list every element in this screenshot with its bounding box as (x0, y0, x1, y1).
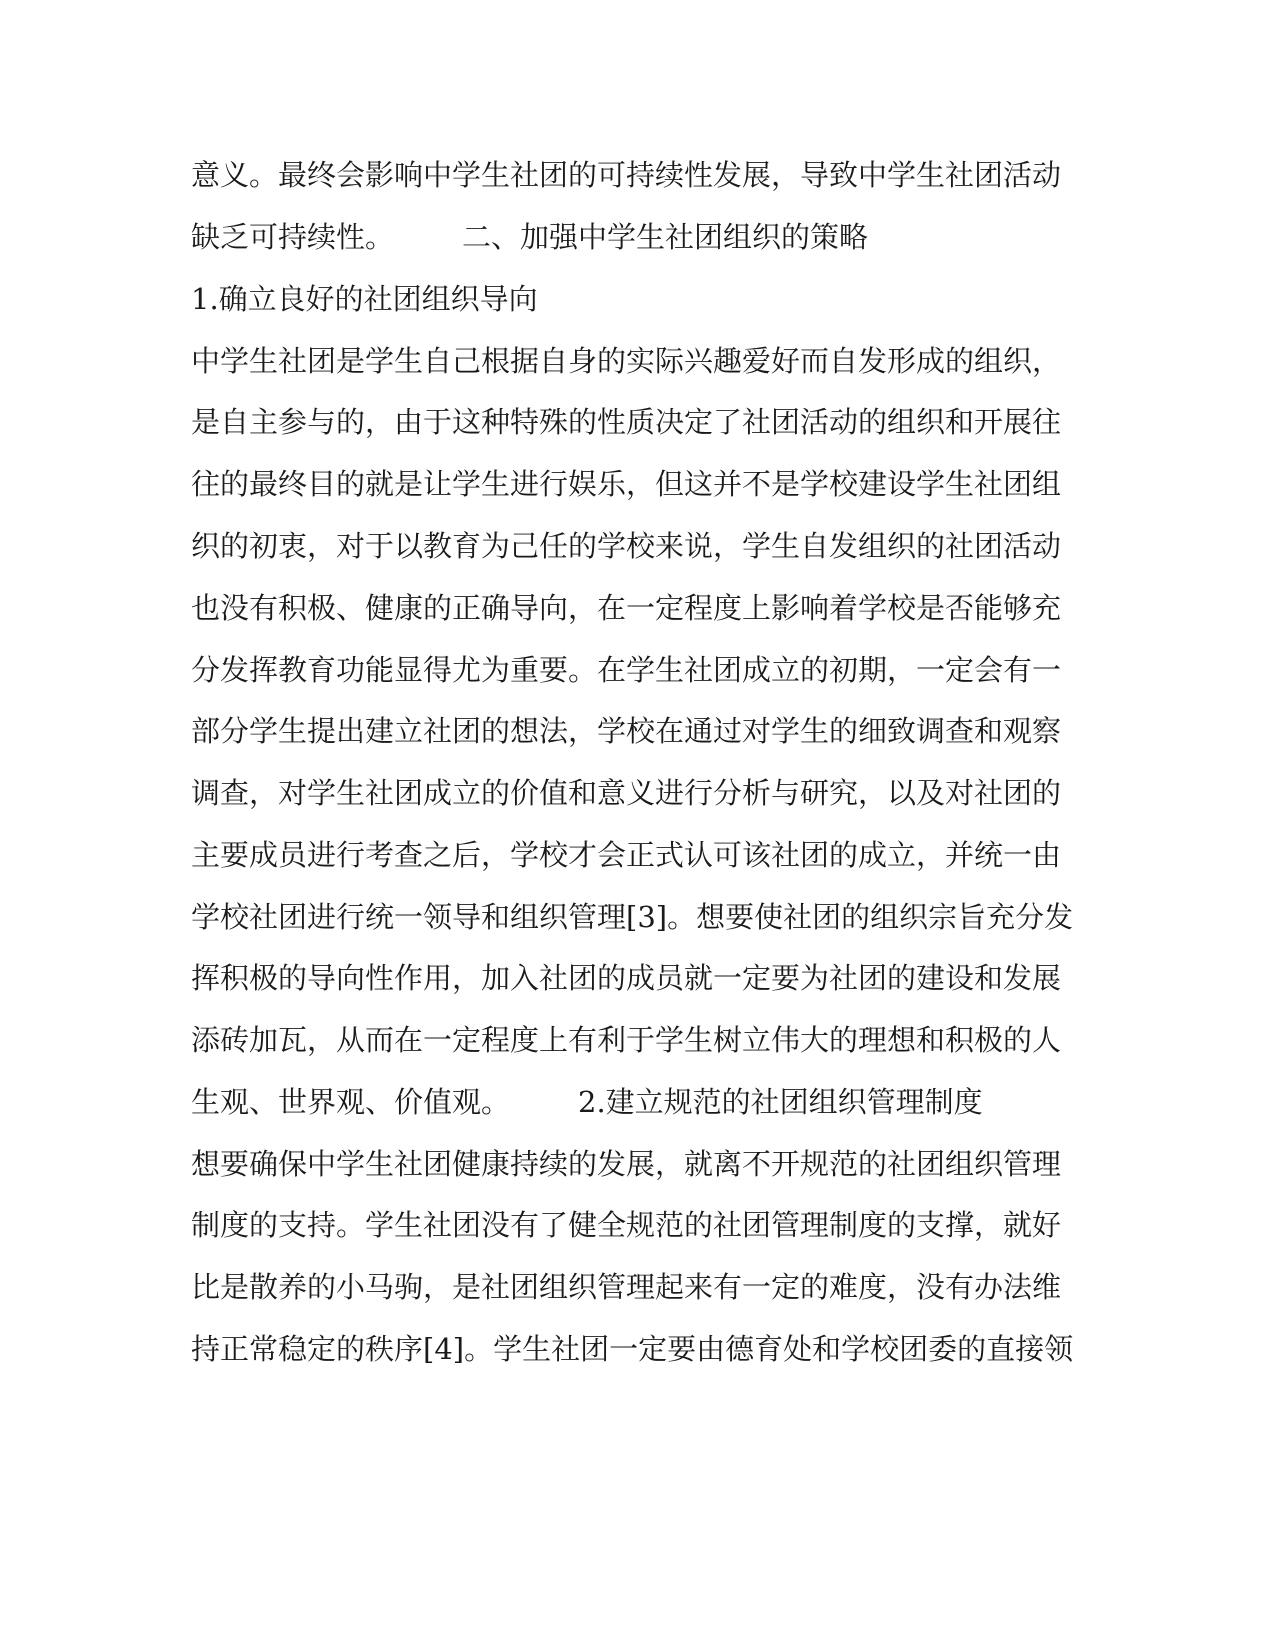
text-line-17: 想要确保中学生社团健康持续的发展，就离不开规范的社团组织管理 (191, 1147, 1062, 1181)
text-line-19: 比是散养的小马驹，是社团组织管理起来有一定的难度，没有办法维 (191, 1270, 1062, 1304)
paragraph-end-text: 缺乏可持续性。 (191, 220, 395, 254)
subheading-1: 1.确立良好的社团组织导向 (191, 282, 538, 316)
text-line-16 (191, 1082, 1091, 1122)
text-line-14: 挥积极的导向性作用，加入社团的成员就一定要为社团的建设和发展 (191, 961, 1062, 995)
text-line-8: 也没有积极、健康的正确导向，在一定程度上影响着学校是否能够充 (191, 591, 1062, 625)
section-heading-2: 二、加强中学生社团组织的策略 (462, 220, 869, 254)
text-line-12: 主要成员进行考查之后，学校才会正式认可该社团的成立，并统一由 (191, 838, 1062, 872)
text-line-7: 织的初衷，对于以教育为己任的学校来说，学生自发组织的社团活动 (191, 529, 1062, 563)
paragraph-end-text: 生观、世界观、价值观。 (191, 1085, 511, 1119)
text-line-15: 添砖加瓦，从而在一定程度上有利于学生树立伟大的理想和积极的人 (191, 1023, 1062, 1057)
text-line-10: 部分学生提出建立社团的想法，学校在通过对学生的细致调查和观察 (191, 714, 1062, 748)
text-line-9: 分发挥教育功能显得尤为重要。在学生社团成立的初期，一定会有一 (191, 653, 1062, 687)
text-line-18: 制度的支持。学生社团没有了健全规范的社团管理制度的支撑，就好 (191, 1208, 1062, 1242)
text-line-4: 中学生社团是学生自己根据自身的实际兴趣爱好而自发形成的组织， (191, 344, 1062, 378)
subheading-2: 2.建立规范的社团组织管理制度 (578, 1085, 983, 1119)
text-line-2 (191, 217, 1091, 257)
text-line-5: 是自主参与的，由于这种特殊的性质决定了社团活动的组织和开展往 (191, 405, 1062, 439)
text-line-1: 意义。最终会影响中学生社团的可持续性发展，导致中学生社团活动 (191, 158, 1062, 192)
text-line-13: 学校社团进行统一领导和组织管理[3]。想要使社团的组织宗旨充分发 (191, 900, 1074, 934)
text-line-6: 往的最终目的就是让学生进行娱乐，但这并不是学校建设学生社团组 (191, 467, 1062, 501)
text-line-20: 持正常稳定的秩序[4]。学生社团一定要由德育处和学校团委的直接领 (191, 1332, 1074, 1366)
text-line-11: 调查，对学生社团成立的价值和意义进行分析与研究，以及对社团的 (191, 776, 1062, 810)
